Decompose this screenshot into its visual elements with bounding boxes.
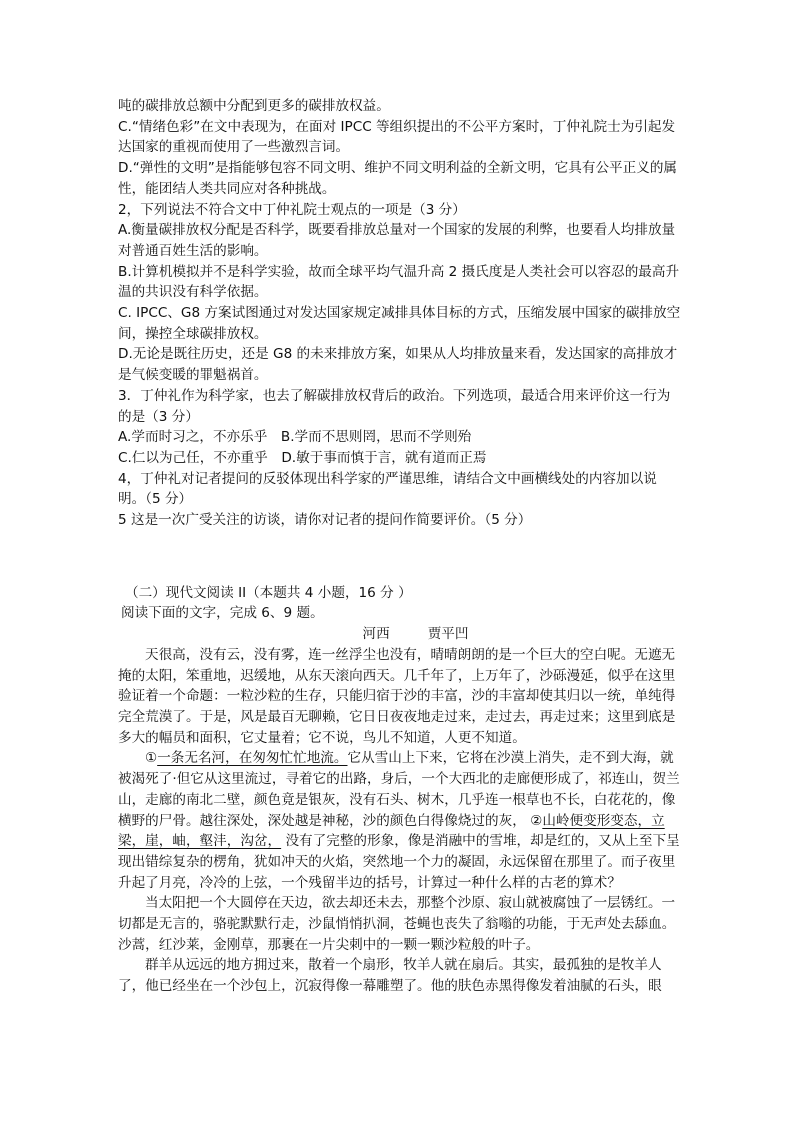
underlined-sentence-2: 山岭便变形变态，立 梁，崖，岫，壑沣，沟岔， (118, 812, 665, 850)
marker-2: ② (530, 812, 543, 829)
paragraph-1: 天很高，没有云，没有雾，连一丝浮尘也没有，晴晴朗朗的是一个巨大的空白呢。无遮无掩的太阳，笨重地，迟缓地，从东天滚向西天。几千年了，上万年了，沙砾漫延，似乎在这里验证着一个命题：一粒沙粒的生存，只能归宿于沙的丰富，沙的丰富却使其归以一统，单纯得完全荒漠了。于是，风是最百无聊赖，它日日夜夜地走过来，走过去，再走过来；这里到底是多大的幅员和面积，它丈量着；它不说，鸟儿不知道，人更不知道。 (118, 646, 676, 746)
question-3: 3．丁仲礼作为科学家，也去了解碳排放权背后的政治。下列选项，最适合用来评价这一行为的是（3 分） (118, 387, 671, 425)
question-5: 5 这是一次广受关注的访谈，请你对记者的提问作简要评价。（5 分） (118, 512, 532, 529)
paragraph-2-tail: 没有了完整的形象，像是消融中的雪堆，却是红的，又从上至下呈现出错综复杂的楞角，犹如冲天的火焰，突然地一个力的凝固，永远保留在那里了。而子夜里升起了月亮，冷冷的上弦，一个残留半边的括号，计算过一种什么样的古老的算术？ (118, 833, 680, 891)
article-author: 贾平凹 (427, 626, 469, 643)
section-spacer (118, 531, 683, 583)
q2-option-a: A.衡量碳排放权分配是否科学，既要看排放总量对一个国家的发展的利弊，也要看人均排放量对普通百姓生活的影响。 (118, 222, 676, 259)
paragraph-2 (118, 748, 683, 893)
q3-options-cd: C.仁以为己任，不亦重乎 D.敏于事而慎于言，就有道而正焉 (118, 449, 487, 466)
q2-option-b: B.计算机模拟并不是科学实验，故而全球平均气温升高 2 摄氏度是人类社会可以容忍的最高升温的共识没有科学依据。 (118, 263, 680, 301)
document-body (118, 96, 683, 997)
q3-options-ab: A.学而时习之，不亦乐乎 B.学而不思则罔，思而不学则殆 (118, 429, 472, 446)
marker-1: ① (145, 750, 158, 767)
q2-option-d: D.无论是既往历史，还是 G8 的未来排放方案，如果从人均排放量来看，发达国家的高排放才是气候变暖的罪魁祸首。 (118, 346, 678, 384)
section-instructions: 阅读下面的文字，完成 6、9 题。 (121, 605, 324, 622)
section-heading: （二）现代文阅读 II（本题共 4 小题，16 分 ） (125, 584, 412, 601)
option-d-text: D.“弹性的文明”是指能够包容不同文明、维护不同文明利益的全新文明，它具有公平正义的属性，能团结人类共同应对各种挑战。 (118, 160, 678, 197)
article-title-line (118, 624, 683, 645)
paragraph-4: 群羊从远远的地方拥过来，散着一个扇形，牧羊人就在扇后。其实，最孤独的是牧羊人了，他已经坐在一个沙包上，沉寂得像一幕雕塑了。他的肤色赤黑得像发着油腻的石头，眼 (118, 957, 662, 995)
question-4: 4，丁仲礼对记者提问的反驳体现出科学家的严谨思维，请结合文中画横线处的内容加以说明。（5 分） (118, 470, 657, 508)
paragraph-3: 当太阳把一个大圆停在天边，欲去却还未去，那整个沙原、寂山就被腐蚀了一层锈红。一切都是无言的，骆驼默默行走，沙鼠悄悄扒洞，苍蝇也丧失了翁嗡的功能，于无声处去舔血。沙蒿，红沙莱，金刚草，那裹在一片尖刺中的一颗一颗沙粒般的叶子。 (118, 895, 676, 953)
option-c-text: C.“情绪色彩”在文中表现为，在面对 IPCC 等组织提出的不公平方案时，丁仲礼院士为引起发达国家的重视而使用了一些激烈言词。 (118, 118, 676, 156)
text-line: 吨的碳排放总额中分配到更多的碳排放权益。 (118, 98, 390, 114)
article-title: 河西 (362, 626, 390, 643)
q2-option-c: C. IPCC、G8 方案试图通过对发达国家规定减排具体目标的方式，压缩发展中国家的碳排放空间，操控全球碳排放权。 (118, 305, 681, 342)
paragraph-2-text: 它从雪山上下来，它将在沙漠上消失，走不到大海，就被渴死了·但它从这里流过，寻着它的出路，身后，一个大西北的走廊便形成了，祁连山，贺兰山，走廊的南北二壁，颜色竟是银灰，没有石头、树木，几乎连一根草也不长，白花花的，像横野的尸骨。越往深处，深处越是神秘，沙的颜色白得像烧过的灰， (118, 750, 680, 829)
question-2: 2，下列说法不符合文中丁仲礼院士观点的一项是（3 分） (118, 201, 466, 218)
underlined-sentence-1: 一条无名河，在匆匆忙忙地流。 (157, 750, 348, 767)
